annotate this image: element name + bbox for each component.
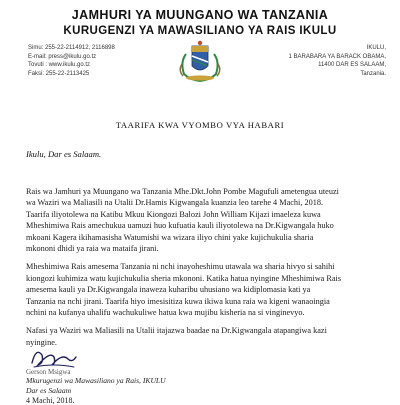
- text-line: Mheshimiwa Rais amesema Tanzania ni nchi inayoheshimu utawala wa sharia hivyo si sahihi: [26, 262, 335, 272]
- text-line: Taarifa iliyotolewa na Katibu Mkuu Kiongozi Balozi John William Kijazi imaeleza kuwa: [26, 209, 321, 219]
- text-line: amesema kauli ya Dr.Kigwangala inaweza kuharibu uhusiano wa kidiplomasia kati ya: [26, 285, 311, 295]
- paragraph: [26, 261, 382, 318]
- text-line: mkononi dhidi ya raia wa mataifa jirani.: [26, 244, 159, 254]
- text-line: mkoani Kagera ikihamasisha Watumishi wa wizara iliyo chini yake kujichukulia sharia: [26, 232, 314, 242]
- letterhead-subtitle: KURUGENZI YA MAWASILIANO YA RAIS IKULU: [63, 25, 337, 37]
- address-line: Tanzania.: [360, 70, 386, 77]
- text-line: nyingine.: [26, 337, 57, 347]
- letterhead-title: JAMHURI YA MUUNGANO WA TANZANIA: [71, 8, 329, 22]
- text-line: Rais wa Jamhuri ya Muungano wa Tanzania Mhe.Dkt.John Pombe Magufuli ametengua uteuzi: [26, 187, 339, 196]
- text-line: nchini na kufanya uhalifu wachukuliwe hatua kwa mujibu kisheria na si vinginevyo.: [26, 308, 305, 318]
- text-line: Tanzania na nchi jirani. Taarifa hiyo imesisitiza kuwa ikiwa kuna raia wa kigeni wanaoingia: [26, 296, 330, 306]
- email-line: E-mail: press@ikulu.go.tz: [28, 53, 97, 60]
- paragraph: [26, 186, 382, 254]
- address-line: 1 BARABARA YA BARACK OBAMA,: [288, 53, 386, 60]
- text-line: Mheshimiwa Rais amechukua uamuzi huo kufuatia kauli iliyotolewa na Dr.Kigwangala huko: [26, 221, 334, 231]
- fax-line: Faksi: 255-22-2113425: [28, 70, 90, 77]
- text-line: kiongozi kuhimiza watu kujichukulia sheria mkononi. Katika hatua nyingine Mheshimiwa Rais: [26, 273, 342, 283]
- postal-address: [289, 44, 386, 78]
- text-line: wa Waziri wa Maliasili na Utalii Dr.Hamis Kigwangala kuanzia leo tarehe 4 Machi, 2018.: [26, 198, 324, 208]
- signatory-name: Gerson Msigwa: [26, 368, 71, 376]
- release-heading: TAARIFA KWA VYOMBO VYA HABARI: [115, 120, 285, 130]
- release-body: [26, 186, 382, 355]
- release-location: Ikulu, Dar es Salaam.: [26, 149, 102, 159]
- contact-details: [28, 44, 115, 78]
- signatory-place: Dar es Salaam: [26, 386, 72, 395]
- coat-of-arms-icon: [176, 40, 224, 84]
- phone-line: Simu: 255-22-2114912, 2116898: [28, 45, 115, 51]
- address-line: 11400 DAR ES SALAAM,: [318, 62, 386, 69]
- paragraph: [26, 325, 382, 348]
- website-line: Tovuti : www.ikulu.go.tz: [28, 62, 91, 69]
- text-line: Nafasi ya Waziri wa Maliasili na Utalii itajazwa baadae na Dr.Kigwangala atapangiwa kazi: [26, 326, 327, 336]
- signatory-title: Mkurugenzi wa Mawasiliano ya Rais, IKULU: [26, 376, 166, 385]
- release-date: 4 Machi, 2018.: [26, 396, 75, 405]
- address-line: IKULU,: [366, 45, 386, 51]
